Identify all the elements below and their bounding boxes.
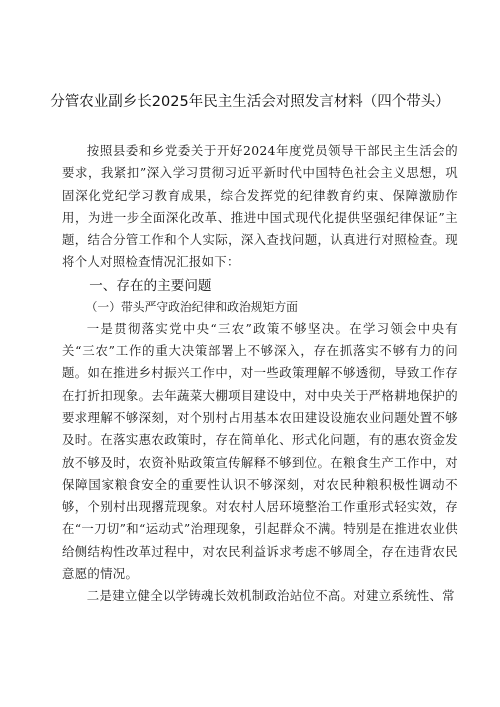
document-title: 分管农业副乡长2025年民主生活会对照发言材料（四个带头） — [50, 94, 450, 110]
body-paragraph-1: 一是贯彻落实党中央“三农”政策不够坚决。在学习领会中央有关“三农”工作的重大决策部署上不够深入，存在抓落实不够有力的问题。如在推进乡村振兴工作中，对一些政策理解不够透彻，导致工作存在打折扣现象。去年蔬菜大棚项目建设中，对中央关于严格耕地保护的要求理解不够深刻，对个别村占用基本农田建设设施农业问题处置不够及时。在落实惠农政策时，存在简单化、形式化问题，有的惠农资金发放不够及时，农资补贴政策宣传解释不够到位。在粮食生产工作中，对保障国家粮食安全的重要性认识不够深刻，对农民种粮积极性调动不够，个别村出现撂荒现象。对农村人居环境整治工作重形式轻实效，存在“一刀切”和“运动式”治理现象，引起群众不满。特别是在推进农业供给侧结构性改革过程中，对农民利益诉求考虑不够周全，存在违背农民意愿的情况。 — [62, 320, 458, 582]
intro-paragraph: 按照县委和乡党委关于开好2024年度党员领导干部民主生活会的要求，我紧扣”深入学习贯彻习近平新时代中国特色社会主义思想，巩固深化党纪学习教育成果，综合发挥党的纪律教育约束、保障激励作用，为进一步全面深化改革、推进中国式现代化提供坚强纪律保证”主题，结合分管工作和个人实际，深入查找问题，认真进行对照检查。现将个人对照检查情况汇报如下： — [62, 143, 458, 270]
body-paragraph-2: 二是建立健全以学铸魂长效机制政治站位不高。对建立系统性、常 — [86, 588, 455, 604]
subsection-heading-political-discipline: （一）带头严守政治纪律和政治规矩方面 — [85, 299, 298, 314]
section-heading-problems: 一、存在的主要问题 — [89, 277, 212, 294]
document-body — [62, 140, 458, 608]
